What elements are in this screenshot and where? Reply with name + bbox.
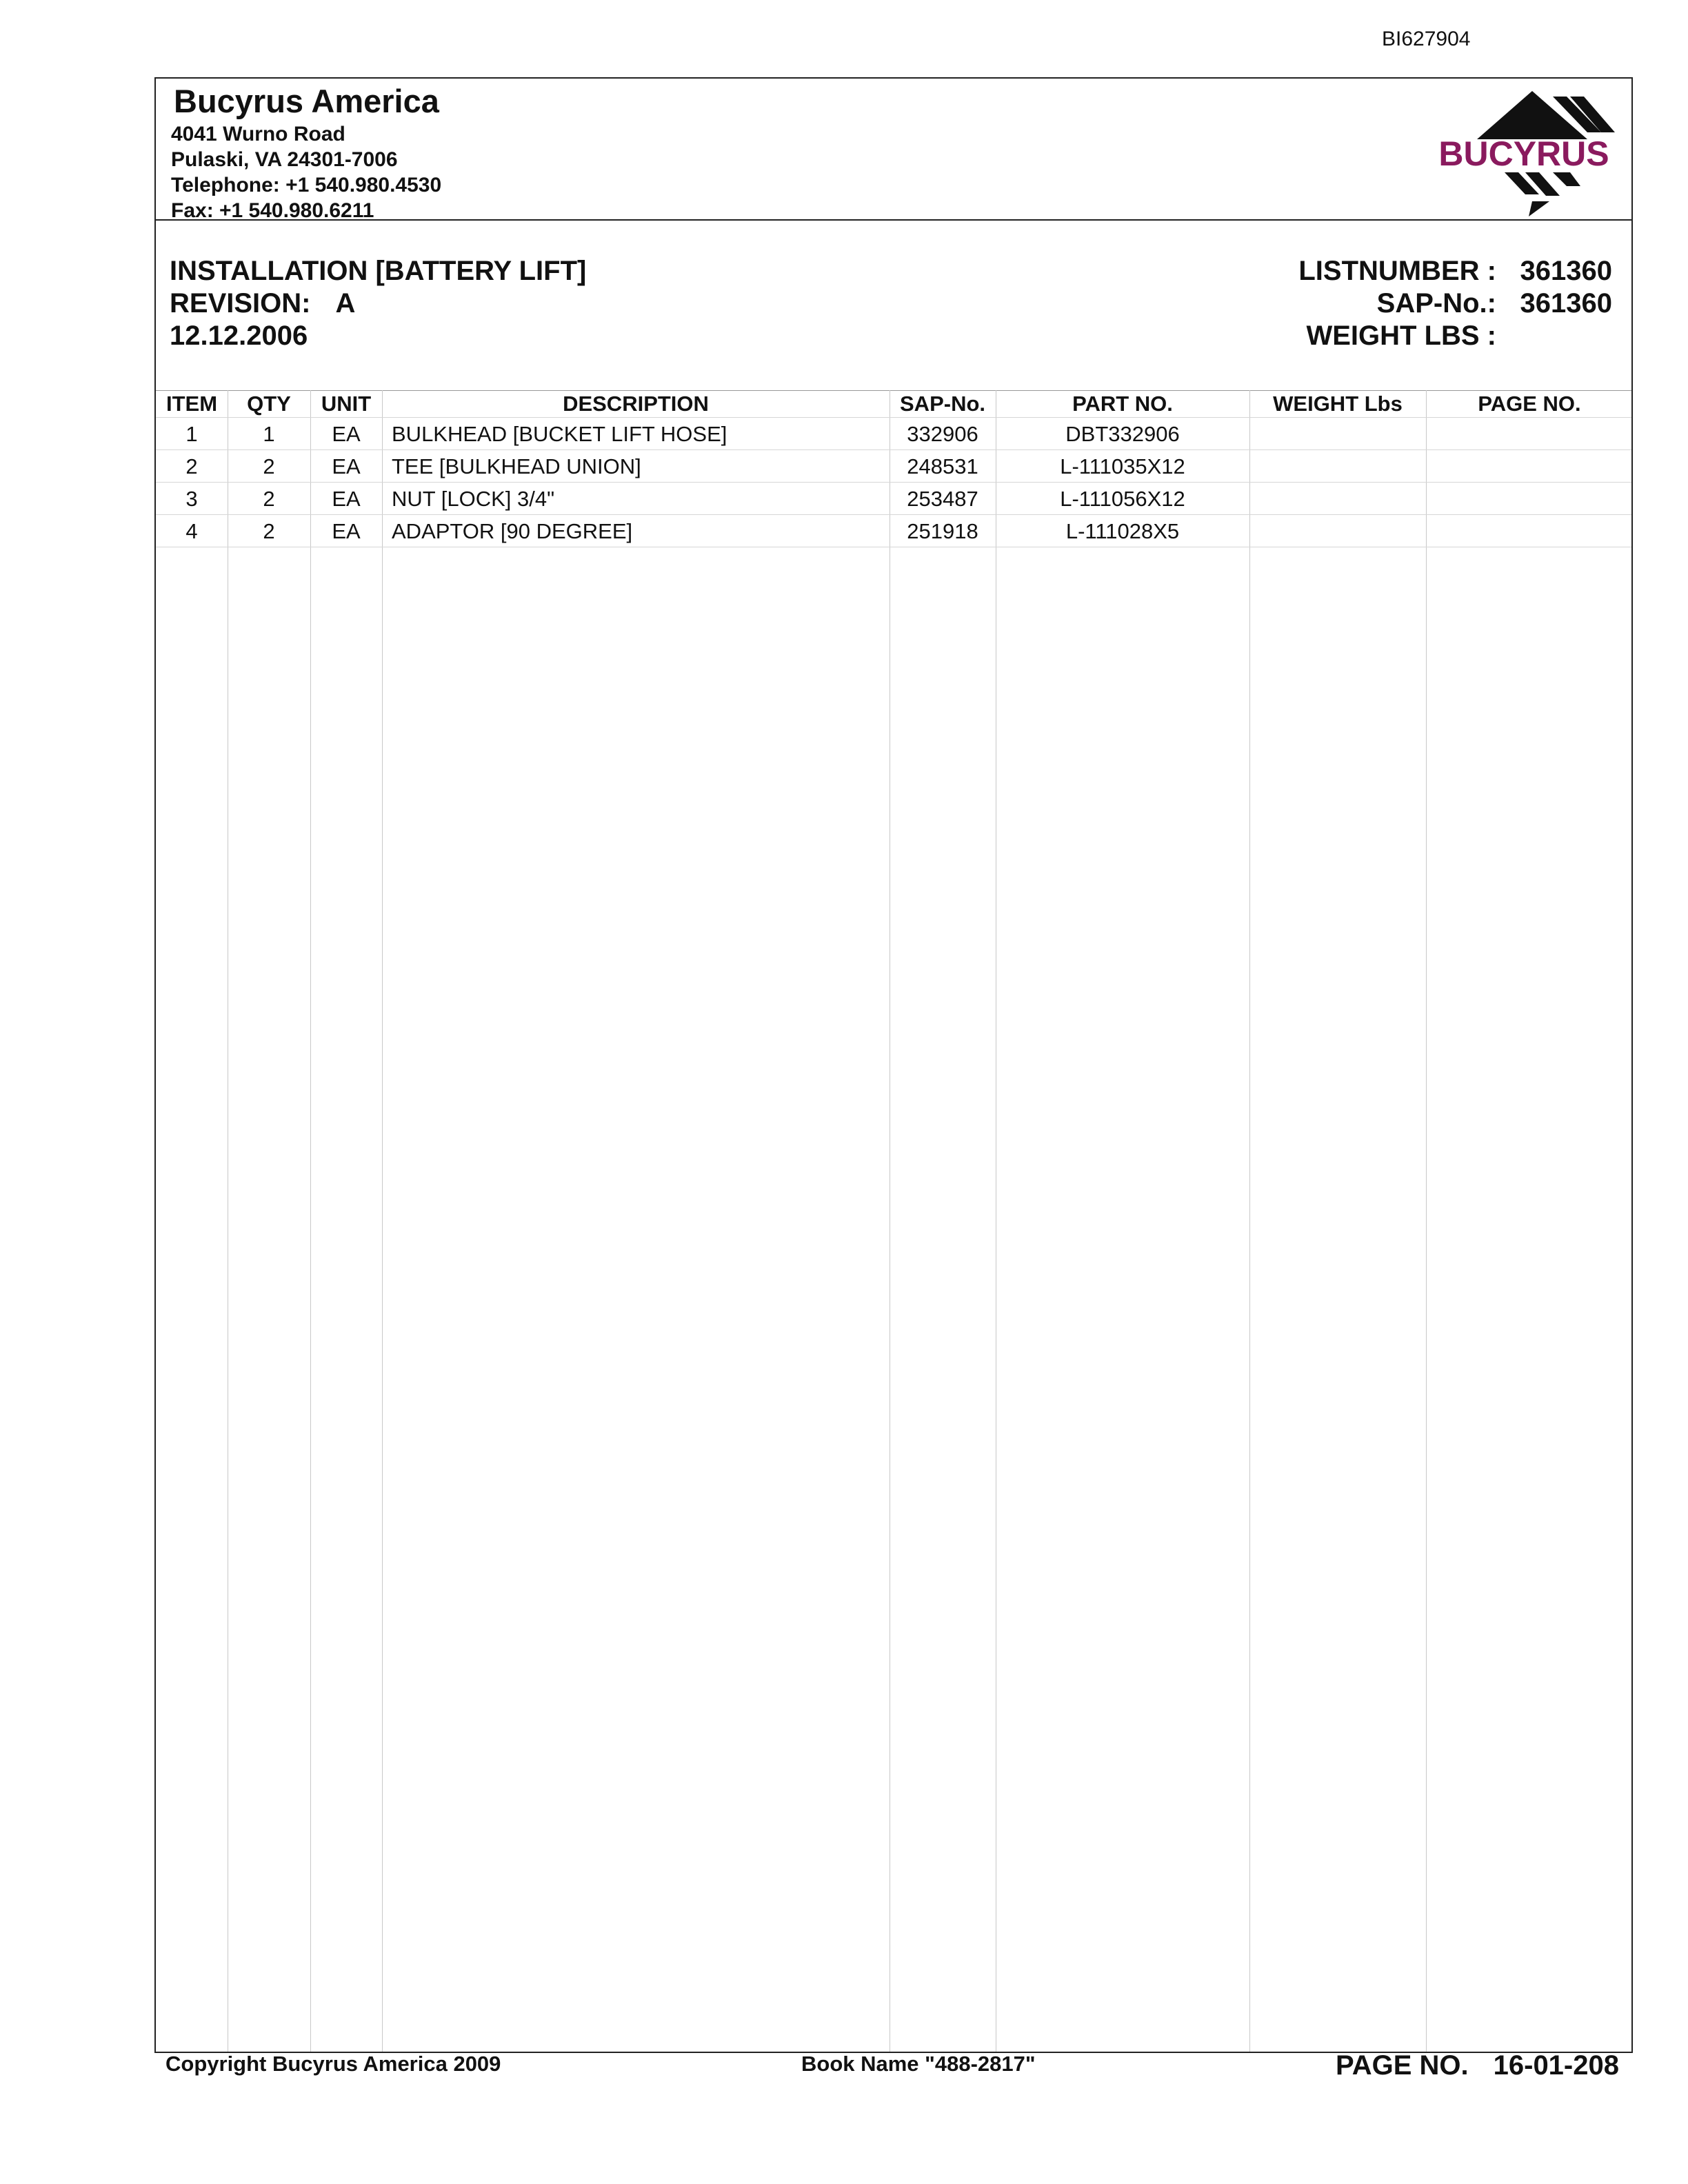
weight-row xyxy=(1298,320,1612,352)
header-page-no: PAGE NO. xyxy=(1478,392,1581,416)
cell-weight xyxy=(1249,483,1426,515)
cell-unit: EA xyxy=(332,422,361,446)
bucyrus-logo xyxy=(1429,91,1619,216)
page-label: PAGE NO. xyxy=(1336,2050,1469,2081)
cell-unit: EA xyxy=(332,454,361,478)
cell-sap-no: 332906 xyxy=(907,422,978,446)
copyright: Copyright Bucyrus America 2009 xyxy=(165,2052,501,2076)
company-name: Bucyrus America xyxy=(174,83,439,119)
cell-part-no: L-111028X5 xyxy=(1065,519,1180,543)
weight-value xyxy=(1496,320,1612,352)
cell-qty: 2 xyxy=(263,454,275,478)
header-unit: UNIT xyxy=(321,392,372,416)
svg-text:BUCYRUS: BUCYRUS xyxy=(1438,134,1609,173)
fax: Fax: +1 540.980.6211 xyxy=(171,199,374,222)
book-name: Book Name "488-2817" xyxy=(801,2052,1036,2076)
column-divider xyxy=(310,390,311,2052)
cell-sap-no: 253487 xyxy=(907,487,978,511)
table-row xyxy=(156,449,1631,483)
sap-value: 361360 xyxy=(1520,288,1612,318)
header-qty: QTY xyxy=(247,392,291,416)
column-divider xyxy=(1426,390,1427,2052)
cell-description: NUT [LOCK] 3/4" xyxy=(392,487,555,511)
cell-description: BULKHEAD [BUCKET LIFT HOSE] xyxy=(392,422,727,446)
list-info-block xyxy=(1298,255,1612,352)
weight-label: WEIGHT LBS : xyxy=(1306,321,1496,351)
revision-value: A xyxy=(335,288,356,318)
listnumber-row xyxy=(1298,255,1612,287)
table-row xyxy=(156,417,1631,450)
column-divider xyxy=(1249,390,1250,2052)
telephone: Telephone: +1 540.980.4530 xyxy=(171,174,442,196)
cell-description: TEE [BULKHEAD UNION] xyxy=(392,454,641,478)
header-divider xyxy=(156,219,1631,221)
cell-unit: EA xyxy=(332,487,361,511)
page-value: 16-01-208 xyxy=(1493,2050,1619,2081)
cell-weight xyxy=(1249,418,1426,450)
cell-sap-no: 251918 xyxy=(907,519,978,543)
cell-qty: 2 xyxy=(263,519,275,543)
header-sap-no: SAP-No. xyxy=(900,392,985,416)
address-street: 4041 Wurno Road xyxy=(171,123,345,145)
company-block xyxy=(171,81,441,223)
listnumber-label: LISTNUMBER : xyxy=(1298,256,1496,286)
cell-unit: EA xyxy=(332,519,361,543)
cell-page-no xyxy=(1426,450,1633,483)
revision-label: REVISION: xyxy=(170,288,311,318)
title-block xyxy=(170,255,586,352)
cell-weight xyxy=(1249,515,1426,547)
table-top-divider xyxy=(156,390,1631,391)
header-item: ITEM xyxy=(165,392,218,416)
cell-item: 3 xyxy=(185,487,198,511)
document-date: 12.12.2006 xyxy=(170,321,308,351)
sap-row xyxy=(1298,287,1612,320)
cell-description: ADAPTOR [90 DEGREE] xyxy=(392,519,633,543)
cell-item: 1 xyxy=(185,422,198,446)
cell-part-no: L-111056X12 xyxy=(1060,487,1185,511)
document-id: BI627904 xyxy=(1382,28,1471,50)
parts-list-frame xyxy=(154,77,1633,2053)
table-header xyxy=(156,392,1631,416)
cell-qty: 2 xyxy=(263,487,275,511)
table-row xyxy=(156,514,1631,547)
column-divider xyxy=(382,390,383,2052)
header-part-no: PART NO. xyxy=(1072,392,1173,416)
cell-part-no: L-111035X12 xyxy=(1060,454,1185,478)
document-title: INSTALLATION [BATTERY LIFT] xyxy=(170,256,587,286)
cell-page-no xyxy=(1426,515,1633,547)
cell-sap-no: 248531 xyxy=(907,454,978,478)
table-row xyxy=(156,482,1631,515)
sap-label: SAP-No.: xyxy=(1376,288,1496,318)
header-description: DESCRIPTION xyxy=(563,392,709,416)
cell-item: 4 xyxy=(185,519,198,543)
cell-qty: 1 xyxy=(263,422,275,446)
cell-item: 2 xyxy=(185,454,198,478)
cell-part-no: DBT332906 xyxy=(1065,422,1180,446)
page-number xyxy=(1336,2050,1619,2081)
revision-line xyxy=(170,287,586,320)
cell-page-no xyxy=(1426,483,1633,515)
header-weight: WEIGHT Lbs xyxy=(1273,392,1403,416)
listnumber-value: 361360 xyxy=(1520,256,1612,286)
address-city: Pulaski, VA 24301-7006 xyxy=(171,148,398,171)
cell-page-no xyxy=(1426,418,1633,450)
cell-weight xyxy=(1249,450,1426,483)
